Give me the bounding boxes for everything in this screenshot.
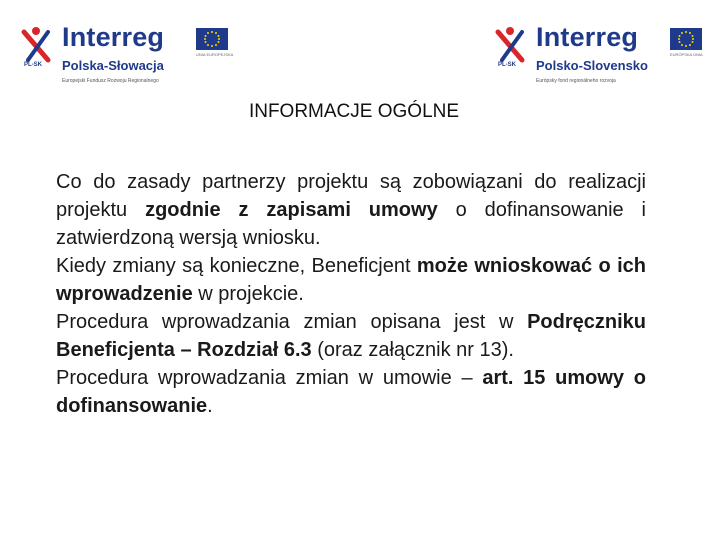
program-emblem-icon bbox=[492, 26, 528, 76]
eu-flag-label: UNIA EUROPEJSKA bbox=[196, 52, 234, 57]
text-run: (oraz załącznik nr 13). bbox=[311, 339, 514, 361]
slide-body bbox=[56, 168, 646, 420]
program-tagline: Europejski Fundusz Rozwoju Regionalnego bbox=[62, 78, 159, 84]
eu-flag-icon bbox=[670, 28, 702, 50]
text-run: . bbox=[207, 395, 213, 417]
emphasis-text: art. 15 umowy o dofinansowanie bbox=[56, 367, 646, 417]
paragraph-obligations bbox=[56, 168, 646, 252]
interreg-logo-polska-slowacja bbox=[18, 22, 243, 84]
emphasis-text: może wnioskować o ich wprowadzenie bbox=[56, 255, 647, 305]
interreg-logo-polsko-slovensko bbox=[492, 22, 714, 84]
brand-name: Interreg bbox=[62, 22, 165, 52]
program-subtitle: Polska-Słowacja bbox=[62, 58, 164, 73]
emphasis-text: zgodnie z zapisami umowy bbox=[145, 199, 438, 221]
slide-heading: INFORMACJE OGÓLNE bbox=[248, 101, 460, 122]
text-run: Co do zasady partnerzy projektu są zobowiązani do realizacji projektu bbox=[56, 171, 646, 221]
paragraph-procedure-handbook bbox=[56, 308, 646, 364]
text-run: o dofinansowanie i zatwierdzoną wersją wniosku. bbox=[56, 199, 646, 249]
eu-flag-icon bbox=[196, 28, 228, 50]
text-run: Procedura wprowadzania zmian opisana jest w bbox=[56, 311, 528, 333]
text-run: Procedura wprowadzania zmian w umowie – bbox=[56, 367, 483, 389]
text-run: w projekcie. bbox=[192, 283, 304, 305]
paragraph-procedure-contract bbox=[56, 364, 646, 420]
program-tagline: Európsky fond regionálneho rozvoja bbox=[536, 78, 616, 84]
text-run: Kiedy zmiany są konieczne, Beneficjent bbox=[56, 255, 417, 277]
paragraph-changes bbox=[56, 252, 646, 308]
eu-flag-label: EURÓPSKA ÚNIA bbox=[670, 52, 703, 57]
program-emblem-icon bbox=[18, 26, 54, 76]
emphasis-text: Podręczniku Beneficjenta – Rozdział 6.3 bbox=[56, 311, 646, 361]
program-subtitle: Polsko-Slovensko bbox=[536, 58, 648, 73]
emblem-label: PL-SK bbox=[498, 62, 516, 68]
brand-name: Interreg bbox=[536, 22, 639, 52]
emblem-label: PL-SK bbox=[24, 62, 42, 68]
